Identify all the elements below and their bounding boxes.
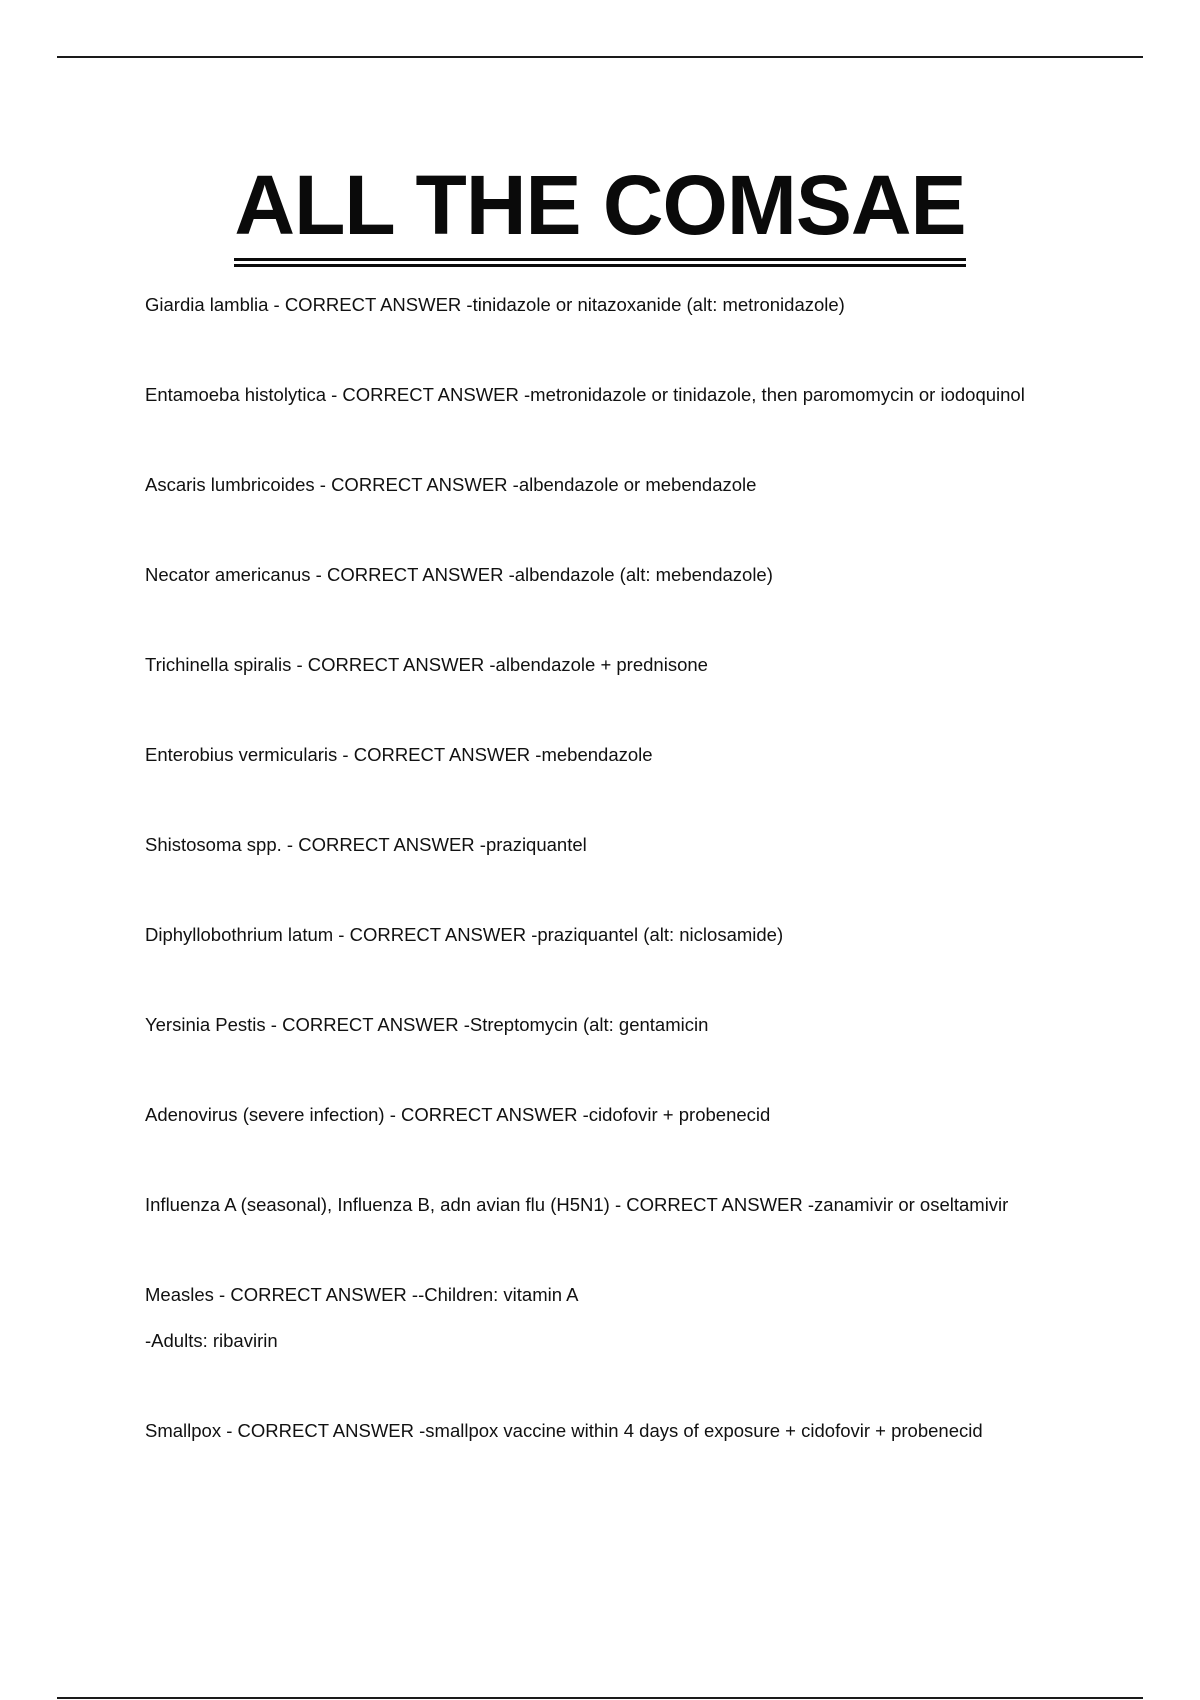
entry-influenza [145, 1190, 1065, 1220]
entry-text: Giardia lamblia - CORRECT ANSWER -tinidazole or nitazoxanide (alt: metronidazole) [145, 294, 845, 315]
entry-giardia [145, 290, 1065, 320]
entry-text: Smallpox - CORRECT ANSWER -smallpox vaccine within 4 days of exposure + cidofovir + probenecid [145, 1420, 983, 1441]
entry-list [145, 290, 1065, 1506]
entry-necator [145, 560, 1065, 590]
entry-measles [145, 1280, 1065, 1356]
entry-diphyllobothrium [145, 920, 1065, 950]
top-divider [57, 56, 1143, 58]
title-block [0, 160, 1200, 261]
entry-extra-text: -Adults: ribavirin [145, 1330, 278, 1351]
entry-yersinia [145, 1010, 1065, 1040]
entry-text: Trichinella spiralis - CORRECT ANSWER -albendazole + prednisone [145, 654, 708, 675]
entry-trichinella [145, 650, 1065, 680]
entry-enterobius [145, 740, 1065, 770]
entry-adenovirus [145, 1100, 1065, 1130]
page-title: ALL THE COMSAE [234, 160, 965, 261]
entry-text: Ascaris lumbricoides - CORRECT ANSWER -albendazole or mebendazole [145, 474, 757, 495]
entry-text: Enterobius vermicularis - CORRECT ANSWER -mebendazole [145, 744, 653, 765]
entry-text: Influenza A (seasonal), Influenza B, adn avian flu (H5N1) - CORRECT ANSWER -zanamivir or oseltamivir [145, 1194, 1009, 1215]
entry-smallpox [145, 1416, 1065, 1446]
entry-text: Measles - CORRECT ANSWER --Children: vitamin A [145, 1284, 579, 1305]
entry-shistosoma [145, 830, 1065, 860]
entry-text: Yersinia Pestis - CORRECT ANSWER -Streptomycin (alt: gentamicin [145, 1014, 709, 1035]
entry-text: Shistosoma spp. - CORRECT ANSWER -praziquantel [145, 834, 587, 855]
entry-text: Adenovirus (severe infection) - CORRECT ANSWER -cidofovir + probenecid [145, 1104, 771, 1125]
entry-entamoeba [145, 380, 1065, 410]
entry-text: Entamoeba histolytica - CORRECT ANSWER -metronidazole or tinidazole, then paromomycin or iodoquinol [145, 384, 1025, 405]
entry-ascaris [145, 470, 1065, 500]
entry-text: Diphyllobothrium latum - CORRECT ANSWER -praziquantel (alt: niclosamide) [145, 924, 784, 945]
bottom-divider [57, 1697, 1143, 1699]
entry-text: Necator americanus - CORRECT ANSWER -albendazole (alt: mebendazole) [145, 564, 773, 585]
